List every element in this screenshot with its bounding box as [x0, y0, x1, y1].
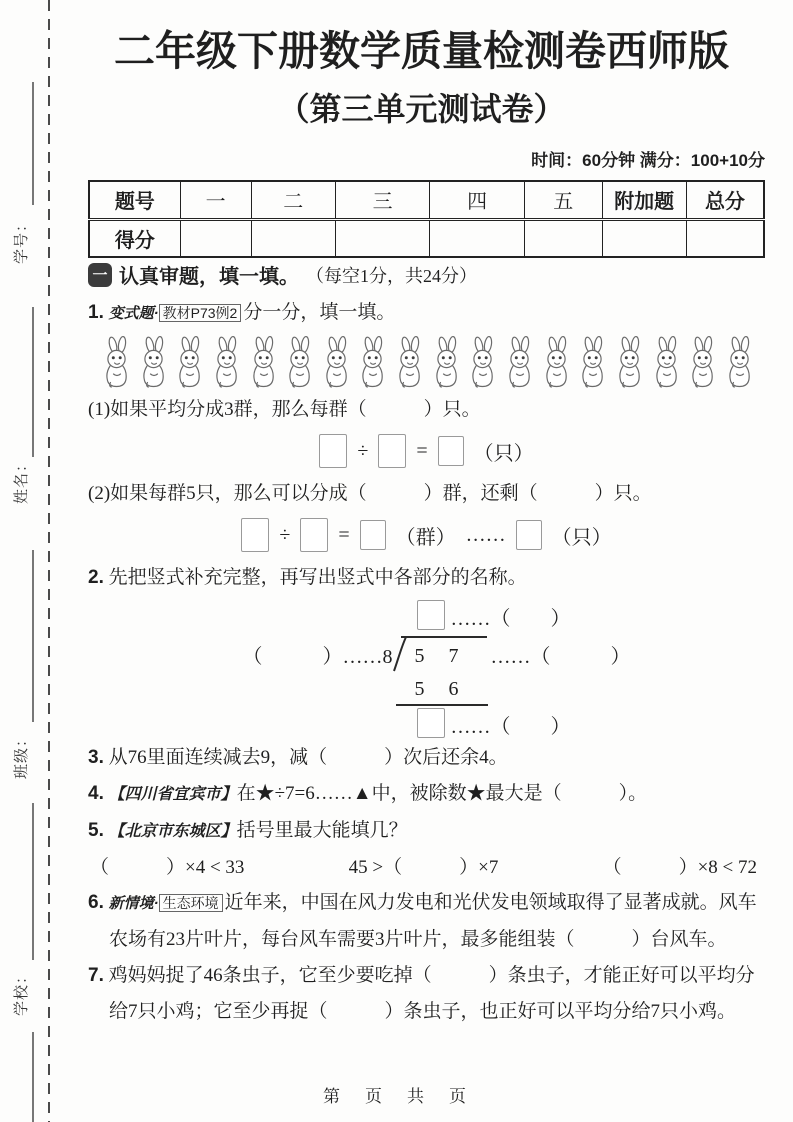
question-6-theme-tag: 生态环境: [159, 894, 223, 912]
rabbit-icon: [468, 336, 498, 390]
question-5-text: 括号里最大能填几？: [236, 820, 408, 841]
question-5-number: 5.: [88, 820, 104, 841]
score-table-header-cell: 总分: [686, 181, 764, 219]
answer-box[interactable]: [300, 518, 328, 552]
question-1-type-tag: 变式题·: [108, 305, 159, 322]
question-1-sub2: (2)如果每群5只，那么可以分成（ ）群，还剩（ ）只。: [88, 483, 652, 504]
equals-sign: =: [416, 439, 428, 462]
quotient-name-blank[interactable]: ……（ ）: [450, 608, 571, 630]
score-cell[interactable]: [602, 219, 686, 257]
product-digits: 5 6: [414, 678, 461, 700]
rabbit-icon: [542, 336, 572, 390]
rabbit-icon: [285, 336, 315, 390]
question-5: [88, 813, 765, 850]
question-5-inequalities: [88, 852, 765, 879]
long-division-diagram: [177, 600, 677, 738]
unit-label: （只）: [551, 526, 612, 549]
equals-sign: =: [338, 523, 350, 546]
score-cell[interactable]: [251, 219, 335, 257]
unit-label: （只）: [473, 442, 534, 465]
section-one-header: [88, 260, 765, 289]
rabbit-icon: [249, 336, 279, 390]
paper-title: 二年级下册数学质量检测卷西师版: [114, 28, 729, 74]
student-name-writing-line[interactable]: [32, 307, 34, 457]
quotient-answer-box[interactable]: [417, 600, 445, 630]
student-number-writing-line[interactable]: [32, 82, 34, 205]
score-table-header-cell: 题号: [89, 181, 180, 219]
score-cell[interactable]: [180, 219, 251, 257]
answer-box[interactable]: [438, 436, 464, 466]
question-4: [88, 776, 765, 813]
inequality-item[interactable]: 45 >（ ）×7: [348, 857, 499, 878]
questions-section: [88, 260, 765, 1030]
rabbit-icon: [432, 336, 462, 390]
section-title: 认真审题，填一填。: [119, 266, 299, 288]
margin-writing-line[interactable]: [32, 1032, 34, 1122]
question-4-region-tag: 【四川省宜宾市】: [108, 786, 237, 803]
answer-box[interactable]: [516, 520, 542, 550]
class-writing-line[interactable]: [32, 550, 34, 722]
question-1-textbook-ref-tag: 教材P73例2: [159, 304, 242, 322]
rabbit-icon: [322, 336, 352, 390]
inequality-item[interactable]: （ ）×4 < 33: [90, 857, 245, 878]
question-5-region-tag: 【北京市东城区】: [108, 823, 237, 840]
remainder-name-blank[interactable]: ……（ ）: [450, 716, 571, 738]
score-row-label: 得分: [89, 219, 180, 257]
question-1-sub1: (1)如果平均分成3群，那么每群（ ）只。: [88, 399, 481, 420]
question-7: [88, 958, 765, 1030]
unit-label: （群）: [395, 526, 456, 549]
remainder-dots: ……: [465, 523, 506, 546]
question-3-number: 3.: [88, 747, 104, 768]
answer-box[interactable]: [360, 520, 386, 550]
question-1-equation-2: [88, 518, 765, 552]
divide-operator: ÷: [279, 523, 291, 546]
rabbit-icon: [505, 336, 535, 390]
answer-box[interactable]: [241, 518, 269, 552]
question-1-equation-1: [88, 434, 765, 468]
divide-operator: ÷: [357, 439, 369, 462]
rabbit-icon: [139, 336, 169, 390]
remainder-answer-box[interactable]: [417, 708, 445, 738]
answer-box[interactable]: [378, 434, 406, 468]
divisor-digit: 8: [382, 646, 393, 668]
school-label: 学校：: [13, 968, 30, 1017]
question-1-number: 1.: [88, 302, 104, 323]
rabbit-icon: [652, 336, 682, 390]
score-cell[interactable]: [686, 219, 764, 257]
score-cell[interactable]: [524, 219, 602, 257]
rabbit-icon: [688, 336, 718, 390]
rabbit-icon: [175, 336, 205, 390]
section-number-badge-icon: 一: [88, 263, 112, 287]
question-6-number: 6.: [88, 892, 104, 913]
school-writing-line[interactable]: [32, 803, 34, 960]
question-1: [88, 295, 765, 332]
score-table: [88, 180, 765, 258]
section-points-note: （每空1分，共24分）: [306, 265, 477, 286]
rabbit-icon: [358, 336, 388, 390]
question-4-number: 4.: [88, 783, 104, 804]
dividend-name-blank[interactable]: ……（ ）: [490, 646, 631, 668]
student-name-label: 姓名：: [13, 456, 30, 505]
rabbit-icon: [102, 336, 132, 390]
question-6-text: 近年来，中国在风力发电和光伏发电领域取得了显著成就。风车农场有23片叶片，每台风车需要3片叶片，最多能组装（ ）台风车。: [109, 892, 757, 950]
student-number-label: 学号：: [13, 216, 30, 265]
inequality-item[interactable]: （ ）×8 < 72: [602, 857, 757, 878]
class-label: 班级：: [13, 731, 30, 780]
rabbit-icon: [578, 336, 608, 390]
score-table-header-row: [89, 181, 764, 219]
time-score-meta: 时间：60分钟 满分：100+10分: [531, 151, 765, 170]
rabbit-icon: [725, 336, 755, 390]
question-6: [88, 885, 765, 958]
question-2: [88, 560, 765, 596]
divisor-name-blank[interactable]: （ ）……8: [242, 646, 393, 668]
binding-dashed-line: [48, 0, 50, 1122]
subtraction-rule-line: [396, 704, 488, 706]
score-table-header-cell: 附加题: [602, 181, 686, 219]
score-table-header-cell: 二: [251, 181, 335, 219]
score-table-header-cell: 四: [430, 181, 525, 219]
score-table-header-cell: 三: [335, 181, 430, 219]
score-table-header-cell: 一: [180, 181, 251, 219]
question-1-text: 分一分，填一填。: [243, 302, 396, 323]
question-6-context-tag: 新情境·: [108, 895, 159, 912]
score-table-header-cell: 五: [524, 181, 602, 219]
question-7-number: 7.: [88, 965, 104, 986]
rabbit-icon: [212, 336, 242, 390]
question-2-number: 2.: [88, 567, 104, 588]
rabbit-illustration-row: [102, 336, 755, 390]
score-table-score-row: [89, 219, 764, 257]
question-7-text: 鸡妈妈捉了46条虫子，它至少要吃掉（ ）条虫子，才能正好可以平均分给7只小鸡；它至少再捉（ ）条虫子，也正好可以平均分给7只小鸡。: [108, 965, 755, 1022]
question-3-text: 从76里面连续减去9，减（ ）次后还余4。: [108, 747, 508, 768]
paper-subtitle: （第三单元测试卷）: [277, 91, 566, 127]
rabbit-icon: [395, 336, 425, 390]
question-4-text: 在★÷7=6……▲中，被除数★最大是（ ）。: [236, 783, 648, 804]
page-footer: 第 页 共 页: [323, 1087, 470, 1106]
score-cell[interactable]: [430, 219, 525, 257]
answer-box[interactable]: [319, 434, 347, 468]
rabbit-icon: [615, 336, 645, 390]
question-3: [88, 740, 765, 776]
score-cell[interactable]: [335, 219, 430, 257]
question-2-text: 先把竖式补充完整，再写出竖式中各部分的名称。: [108, 567, 527, 588]
dividend-digits: 5 7: [401, 636, 487, 668]
